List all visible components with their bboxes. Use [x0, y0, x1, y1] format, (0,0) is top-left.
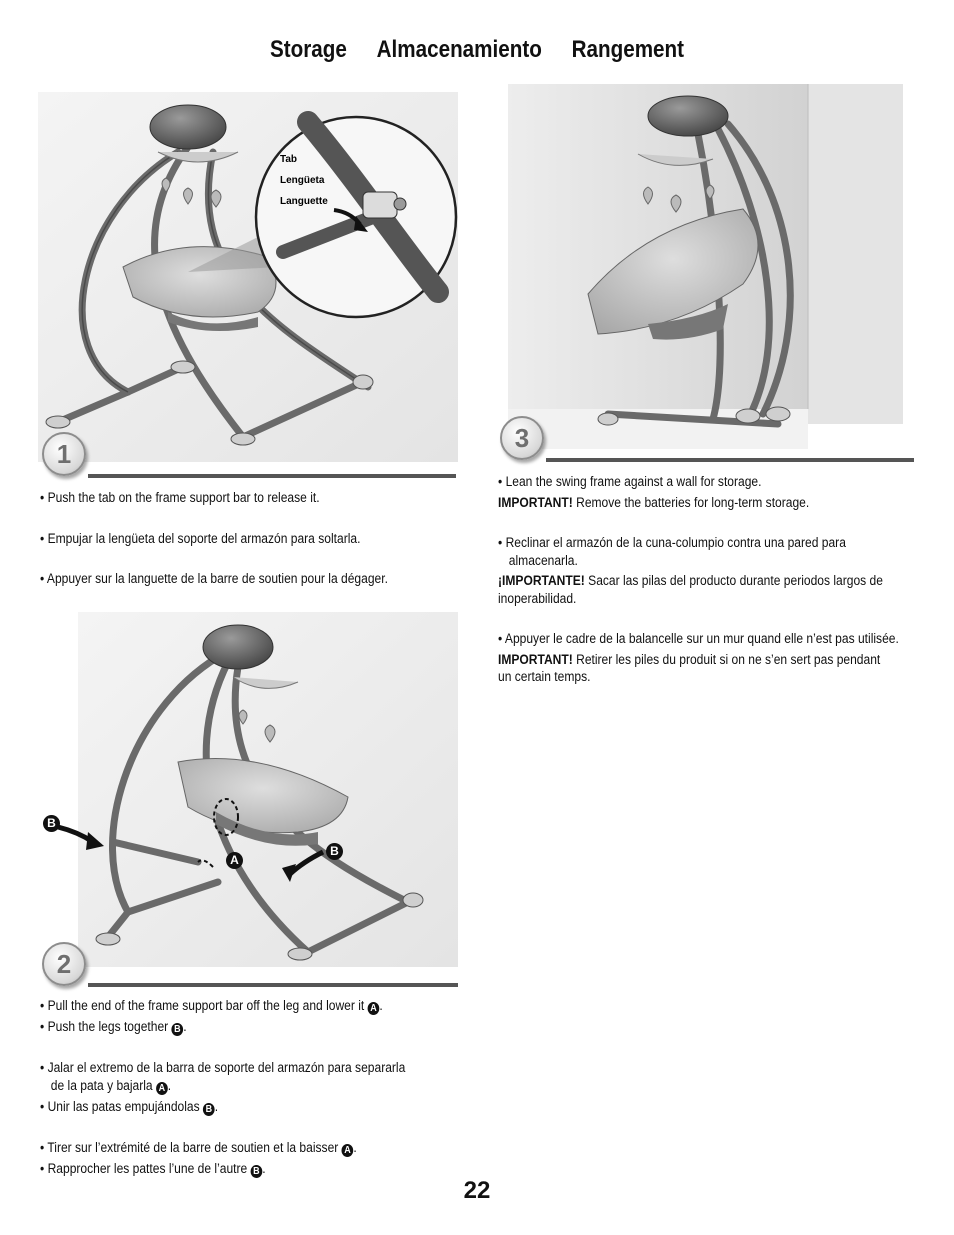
- foot-pad: [96, 933, 120, 945]
- foot-pad: [403, 893, 423, 907]
- step3-fr-important: Retirer les piles du produit si on ne s’en sert pas pendant un certain temps.: [498, 651, 881, 684]
- step-2-badge: 2: [42, 942, 86, 986]
- mobile-dome: [203, 625, 273, 669]
- foot-pad: [766, 407, 790, 421]
- step3-es-important: Sacar las pilas del producto durante periodos largos de inoperabilidad.: [498, 573, 883, 606]
- foot-pad: [46, 416, 70, 428]
- step2-en-2: Push the legs together: [47, 1019, 169, 1034]
- step2-es-2: Unir las patas empujándolas: [47, 1098, 200, 1114]
- mobile-dome: [150, 105, 226, 149]
- callout-lengueta: Lengüeta: [280, 175, 325, 186]
- important-label-en: IMPORTANT!: [498, 494, 573, 510]
- step-1-badge: 1: [42, 432, 86, 476]
- title-french: Rangement: [571, 36, 685, 63]
- marker-b-icon: B: [172, 1023, 184, 1036]
- step1-text-fr: • Appuyer sur la languette de la barre de soutien pour la dégager.: [40, 570, 436, 588]
- foot-pad: [231, 433, 255, 445]
- callout-tab: Tab: [280, 154, 298, 165]
- step2-fr-1: Tirer sur l’extrémité de la barre de soutien et la baisser: [47, 1139, 339, 1155]
- page-number: 22: [463, 1177, 491, 1204]
- step3-illustration: [498, 84, 916, 460]
- step2-es-1: Jalar el extremo de la barra de soporte del armazón para separarla de la pata y bajarla: [47, 1060, 406, 1093]
- step3-en-important: Remove the batteries for long-term storage.: [576, 494, 810, 510]
- step-2-divider: [88, 983, 458, 987]
- foot-pad: [171, 361, 195, 373]
- step-1-divider: [88, 474, 456, 478]
- important-label-es: ¡IMPORTANTE!: [498, 573, 585, 588]
- foot-pad: [598, 413, 618, 425]
- marker-b-icon: B: [251, 1165, 263, 1178]
- marker-a-icon: A: [368, 1002, 380, 1015]
- mobile-dome: [648, 96, 728, 136]
- step1-text-es: • Empujar la lengüeta del soporte del armazón para soltarla.: [40, 530, 436, 548]
- foot-pad: [353, 375, 373, 389]
- foot-pad: [736, 409, 760, 423]
- step1-illustration: [38, 92, 458, 470]
- title-english: Storage: [269, 36, 347, 63]
- step3-fr-text: • Appuyer le cadre de la balancelle sur un mur quand elle n’est pas utilisée.: [498, 630, 900, 648]
- important-label-fr: IMPORTANT!: [498, 651, 573, 667]
- step3-es-text: • Reclinar el armazón de la cuna-columpio contra una pared para almacenarla.: [498, 534, 878, 569]
- foot-pad: [288, 948, 312, 960]
- callout-languette: Languette: [280, 196, 328, 207]
- marker-a: A: [226, 852, 243, 869]
- marker-b-icon: B: [203, 1103, 215, 1116]
- step3-instructions: [498, 473, 899, 686]
- step-3-divider: [546, 458, 914, 462]
- marker-b-right: B: [326, 843, 343, 860]
- marker-a-icon: A: [342, 1144, 354, 1157]
- step2-instructions: • Pull the end of the frame support bar off the leg and lower it A . • Push the legs together B . • Jalar el extremo de la barra de soporte del armazón para separarla de la pata y bajarla A . • Unir las patas empujándolas B . • Tirer sur l’extrémité de la barre de soutien et la baisser A . • Rapprocher les pattes l’une de l’autre B .: [40, 997, 454, 1178]
- step2-en-1: Pull the end of the frame support bar off the leg and lower it: [47, 998, 365, 1013]
- page-title: [67, 36, 887, 64]
- step2-illustration: [38, 612, 458, 972]
- step3-en-text: • Lean the swing frame against a wall for storage.: [498, 473, 894, 491]
- marker-b-left: B: [43, 815, 60, 832]
- title-spanish: Almacenamiento: [376, 36, 542, 63]
- step1-text-en: • Push the tab on the frame support bar to release it.: [40, 489, 436, 507]
- step2-fr-2: Rapprocher les pattes l’une de l’autre: [47, 1160, 248, 1176]
- step-3-badge: 3: [500, 416, 544, 460]
- marker-a-icon: A: [156, 1082, 168, 1095]
- step1-instructions: [40, 489, 436, 588]
